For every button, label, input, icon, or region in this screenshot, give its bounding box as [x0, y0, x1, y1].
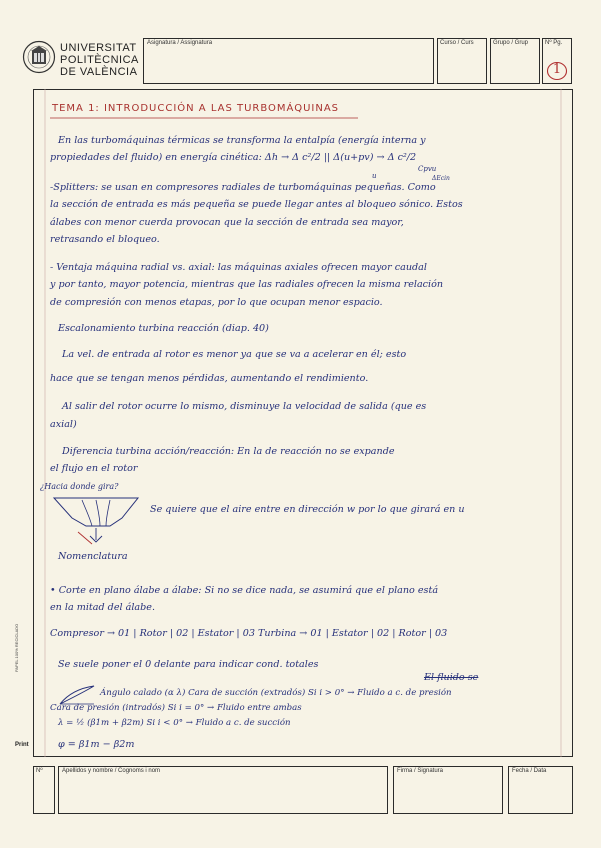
- page-number-label: Nº Pg.: [545, 40, 563, 46]
- note-line-13: Al salir del rotor ocurre lo mismo, disminuye la velocidad de salida (que es: [62, 401, 427, 412]
- note-line-23: Se suele poner el 0 delante para indicar cond. totales: [58, 659, 319, 670]
- note-line-15: Diferencia turbina acción/reacción: En la de reacción no se expande: [62, 446, 395, 457]
- note-line-8: y por tanto, mayor potencia, mientras que las radiales ofrecen la misma relación: [50, 279, 444, 290]
- note-line-17: ¿Hacia donde gira?: [40, 482, 119, 491]
- subject-label: Asignatura / Assignatura: [147, 40, 213, 46]
- university-line-1: UNIVERSITAT: [60, 42, 137, 54]
- university-line-3: DE VALÈNCIA: [60, 66, 138, 78]
- note-line-19: Nomenclatura: [58, 551, 128, 562]
- struck-text: El fluido se: [424, 672, 479, 683]
- note-line-4: la sección de entrada es más pequeña se puede llegar antes al bloqueo sónico. Estos: [50, 199, 463, 210]
- note-line-20: • Corte en plano álabe a álabe: Si no se dice nada, se asumirá que el plano está: [50, 585, 439, 596]
- note-line-26: λ = ½ (β1m + β2m) Si i < 0° → Fluido a c. de succión: [58, 718, 291, 728]
- course-label: Curso / Curs: [440, 40, 474, 46]
- date-label: Fecha / Data: [512, 768, 547, 774]
- notes-title: TEMA 1: INTRODUCCIÓN A LAS TURBOMÁQUINAS: [52, 103, 340, 114]
- note-line-18: Se quiere que el aire entre en dirección w por lo que girará en u: [150, 504, 465, 515]
- annotation-u: u: [372, 172, 377, 180]
- name-label: Apellidos y nombre / Cognoms i nom: [62, 768, 161, 774]
- university-name: [60, 42, 139, 78]
- note-line-6: retrasando el bloqueo.: [50, 234, 160, 245]
- note-line-24: Ángulo calado (α λ) Cara de succión (extradós) Si i > 0° → Fluido a c. de presión: [100, 688, 452, 698]
- note-line-22: Compresor → 01 | Rotor | 02 | Estator | 03 Turbina → 01 | Estator | 02 | Rotor | 03: [50, 628, 448, 639]
- note-line-3: -Splitters: se usan en compresores radiales de turbomáquinas pequeñas. Como: [50, 182, 436, 193]
- university-line-2: POLITÈCNICA: [60, 54, 139, 66]
- page-number-value: 1: [552, 62, 562, 77]
- note-line-21: en la mitad del álabe.: [50, 602, 155, 613]
- note-line-12: hace que se tengan menos pérdidas, aumentando el rendimiento.: [50, 373, 369, 384]
- university-seal-icon: [22, 40, 56, 74]
- title-underline: [50, 116, 360, 120]
- note-line-10: Escalonamiento turbina reacción (diap. 40): [58, 323, 269, 334]
- signature-label: Firma / Signatura: [397, 768, 444, 774]
- brand-mark: Print: [15, 742, 29, 748]
- note-line-2: propiedades del fluido) en energía cinética: Δh → Δ c²/2 || Δ(u+pv) → Δ c²/2: [50, 152, 417, 163]
- note-line-7: - Ventaja máquina radial vs. axial: las máquinas axiales ofrecen mayor caudal: [50, 262, 427, 273]
- annotation-vel: ΔEcin: [432, 175, 450, 182]
- number-label: Nº: [36, 768, 43, 774]
- annotation-int: Cpvu: [418, 165, 437, 173]
- note-line-5: álabes con menor cuerda provocan que la sección de entrada sea mayor,: [50, 217, 404, 228]
- turbine-sketch-icon: [52, 492, 142, 552]
- note-line-16: el flujo en el rotor: [50, 463, 138, 474]
- note-line-25: Cara de presión (intradós) Si i = 0° → Fluido entre ambas: [50, 703, 302, 713]
- note-line-9: de compresión con menos etapas, por lo que ocupan menor espacio.: [50, 297, 383, 308]
- group-label: Grupo / Grup: [493, 40, 529, 46]
- note-line-14: axial): [50, 419, 77, 430]
- note-line-27: φ = β1m − β2m: [58, 739, 135, 750]
- note-line-1: En las turbomáquinas térmicas se transforma la entalpía (energía interna y: [58, 135, 426, 146]
- recycled-paper-note: PAPEL 100% RECICLADO: [14, 623, 19, 672]
- note-line-11: La vel. de entrada al rotor es menor ya que se va a acelerar en él; esto: [62, 349, 407, 360]
